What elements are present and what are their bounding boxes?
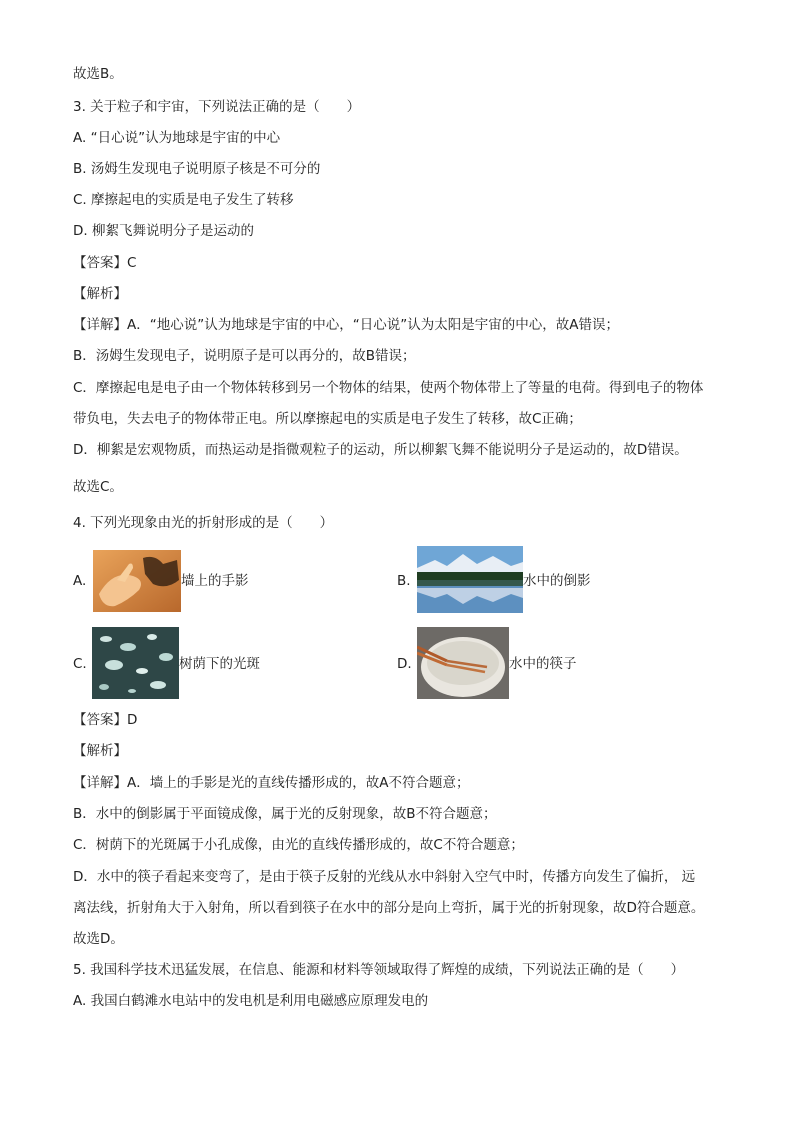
question-4-option-c-text: 树荫下的光斑 (179, 656, 260, 672)
question-4-select: 故选D。 (73, 931, 124, 947)
question-4-explanation-b: B．水中的倒影属于平面镜成像，属于光的反射现象，故B不符合题意； (73, 806, 497, 822)
question-4-explanation-c: C．树荫下的光斑属于小孔成像，由光的直线传播形成的，故C不符合题意； (73, 837, 524, 853)
question-4-option-d-letter: D. (397, 656, 412, 672)
question-4-option-a-text: 墙上的手影 (181, 573, 249, 589)
question-3-option-b: B. 汤姆生发现电子说明原子核是不可分的 (73, 161, 321, 177)
question-3-explanation-c-2: 带负电，失去电子的物体带正电。所以摩擦起电的实质是电子发生了转移，故C正确； (73, 411, 582, 427)
question-5-option-a: A. 我国白鹤滩水电站中的发电机是利用电磁感应原理发电的 (73, 993, 429, 1009)
hand-shadow-image (93, 550, 181, 612)
question-4-explanation-d-1: D．水中的筷子看起来变弯了，是由于筷子反射的光线从水中斜射入空气中时，传播方向发生了偏折， 远 (73, 869, 696, 885)
question-4-option-a-letter: A. (73, 573, 87, 589)
question-3-select: 故选C。 (73, 479, 123, 495)
question-4-stem: 4. 下列光现象由光的折射形成的是（ ） (73, 515, 334, 531)
question-4-answer: 【答案】D (73, 712, 138, 728)
question-3-option-d: D. 柳絮飞舞说明分子是运动的 (73, 223, 254, 239)
question-4-explanation-d-2: 离法线，折射角大于入射角，所以看到筷子在水中的部分是向上弯折，属于光的折射现象，故D符合题意。 (73, 900, 705, 916)
question-3-option-c: C. 摩擦起电的实质是电子发生了转移 (73, 192, 294, 208)
question-4-explanation-a: 【详解】A．墙上的手影是光的直线传播形成的，故A不符合题意； (73, 775, 470, 791)
question-5-stem: 5. 我国科学技术迅猛发展，在信息、能源和材料等领域取得了辉煌的成绩，下列说法正确的是（ ） (73, 962, 685, 978)
chopsticks-in-water-image (417, 627, 509, 699)
question-3-explanation-a: 【详解】A．“地心说”认为地球是宇宙的中心，“日心说”认为太阳是宇宙的中心，故A错误； (73, 317, 619, 333)
lake-reflection-image (417, 546, 523, 613)
question-3-explanation-c-1: C．摩擦起电是电子由一个物体转移到另一个物体的结果，使两个物体带上了等量的电荷。得到电子的物体 (73, 380, 704, 396)
question-4-analysis-heading: 【解析】 (73, 743, 127, 759)
question-4-option-b-text: 水中的倒影 (523, 573, 591, 589)
question-4-option-c-letter: C. (73, 656, 87, 672)
tree-shade-light-spots-image (92, 627, 179, 699)
question-3-analysis-heading: 【解析】 (73, 286, 127, 302)
question-3-explanation-d: D．柳絮是宏观物质，而热运动是指微观粒子的运动，所以柳絮飞舞不能说明分子是运动的，故D错误。 (73, 442, 688, 458)
prev-answer-select: 故选B。 (73, 66, 123, 82)
question-3-option-a: A. “日心说”认为地球是宇宙的中心 (73, 130, 281, 146)
question-3-stem: 3. 关于粒子和宇宙，下列说法正确的是（ ） (73, 99, 361, 115)
question-3-answer: 【答案】C (73, 255, 137, 271)
question-4-option-d-text: 水中的筷子 (509, 656, 577, 672)
question-3-explanation-b: B．汤姆生发现电子，说明原子是可以再分的，故B错误； (73, 348, 416, 364)
question-4-option-b-letter: B. (397, 573, 411, 589)
